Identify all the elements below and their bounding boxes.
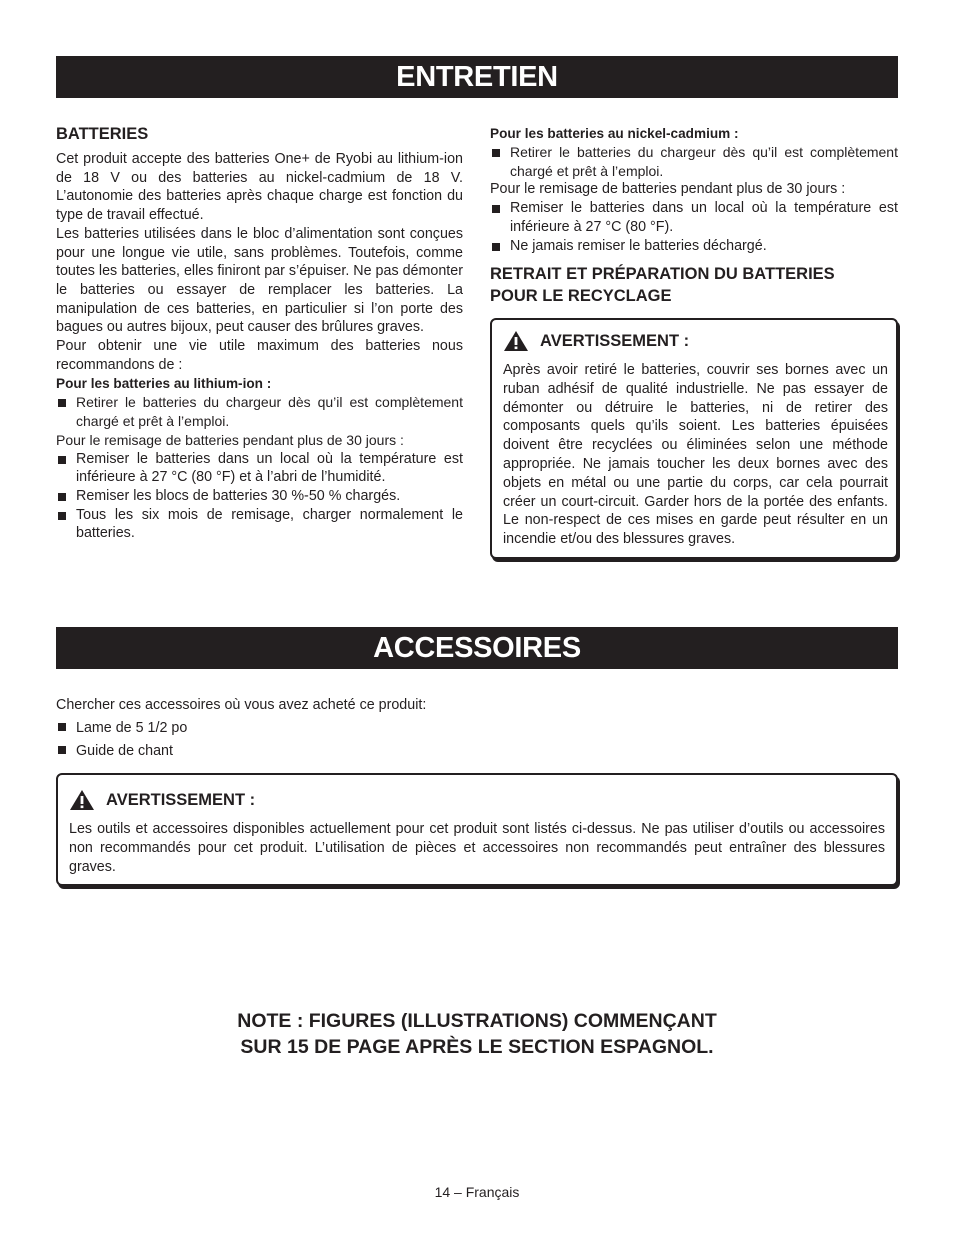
note-line-1: NOTE : FIGURES (ILLUSTRATIONS) COMMENÇANT [237,1010,717,1032]
nickel-heading: Pour les batteries au nickel-cadmium : [490,126,739,141]
lithium-storage-list [56,450,463,544]
retrait-heading [490,263,898,307]
retrait-warning-header [503,330,689,352]
warning-text: Les outils et accessoires disponibles actuellement pour cet produit sont listés ci-dessus. Ne pas utiliser d’outils ou accessoires non recommandés pour cet produit. L’utilisation de pièces et accessoires non recommandés peut entraîner des blessures graves. [69,821,885,875]
lithium-heading: Pour les batteries au lithium-ion : [56,376,272,392]
lithium-storage-intro: Pour le remisage de batteries pendant plus de 30 jours : [56,431,404,448]
accessoires-warning-header [69,789,255,811]
batteries-column [56,124,463,543]
batteries-heading: BATTERIES [56,125,149,143]
batteries-paragraph-3: Pour obtenir une vie utile maximum des batteries nous recommandons de : [56,338,463,373]
lithium-list [56,393,463,430]
figures-note [0,1008,954,1060]
accessoires-intro: Chercher ces accessoires où vous avez acheté ce produit: [56,697,427,713]
nickel-storage-list [490,199,898,255]
list-item: Remiser le batteries dans un local où la température est inférieure à 27 °C (80 °F). [490,199,898,236]
note-line-2: SUR 15 DE PAGE APRÈS LE SECTION ESPAGNOL. [240,1036,714,1058]
warning-triangle-icon [69,789,95,811]
warning-title: AVERTISSEMENT : [106,790,256,809]
nickel-storage-intro: Pour le remisage de batteries pendant plus de 30 jours : [490,181,846,198]
nickel-column [490,124,898,307]
list-item: Retirer le batteries du chargeur dès qu’il est complètement chargé et prêt à l’emploi. [56,393,463,430]
list-item: Ne jamais remiser le batteries déchargé. [490,237,898,256]
list-item: Remiser les blocs de batteries 30 %-50 % chargés. [56,487,463,506]
list-item: Tous les six mois de remisage, charger normalement le batteries. [56,506,463,543]
retrait-heading-line-2: POUR LE RECYCLAGE [490,287,672,306]
accessoires-content [56,694,898,763]
warning-triangle-icon [503,330,529,352]
batteries-intro: Cet produit accepte des batteries One+ de Ryobi au lithium-ion de 18 V ou des batteries au nickel-cadmium de 18 V. L’autonomie des batteries après chaque charge est fonction du type de travail effectué. [56,151,463,224]
retrait-warning-box [490,318,898,559]
warning-text: Après avoir retiré le batteries, couvrir ses bornes avec un ruban adhésif de qualité industrielle. Ne pas essayer de démonter ou détruire le batteries, ni de retirer des composants quels qu’ils soient. Les batteries épuisées doivent être recyclées ou éliminées selon une méthode appropriée. Ne jamais toucher les deux bornes avec des objets en métal ou une partie du corps, car cela pourrait créer un court-circuit. Garder hors de la portée des enfants. Le non-respect de ces mises en garde peut résulter en un incendie et/ou des blessures graves. [503,362,888,548]
list-item: Retirer le batteries du chargeur dès qu’il est complètement chargé et prêt à l’emploi. [490,143,898,180]
list-item: Lame de 5 1/2 po [56,717,898,740]
warning-title: AVERTISSEMENT : [540,331,690,350]
batteries-paragraph-2: Les batteries utilisées dans le bloc d’alimentation sont conçues pour une longue vie utile, sans problèmes. Toutefois, comme toutes les batteries, elles finiront par s’épuiser. Ne pas démonter le batteries ou essayer de remplacer les batteries. La manipulation de ces batteries, en particulier si l’on porte des bagues ou autres bijoux, peut causer des brûlures graves. [56,225,463,336]
section-title-entretien: ENTRETIEN [56,56,898,98]
accessoires-warning-box [56,773,898,886]
accessoires-list [56,717,898,763]
nickel-list [490,143,898,180]
list-item: Guide de chant [56,740,898,763]
section-title-accessoires: ACCESSOIRES [56,627,898,669]
list-item: Remiser le batteries dans un local où la température est inférieure à 27 °C (80 °F) et à l’abri de l’humidité. [56,450,463,487]
page-footer: 14 – Français [434,1184,520,1200]
retrait-heading-line-1: RETRAIT ET PRÉPARATION DU BATTERIES [490,265,835,284]
